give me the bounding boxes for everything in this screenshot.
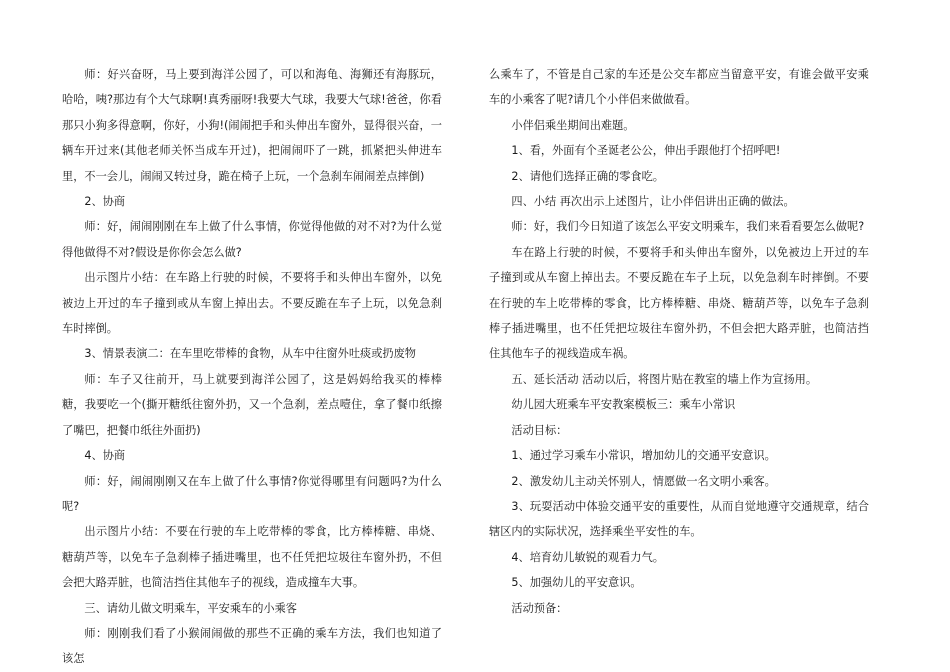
paragraph: 小伴侣乘坐期间出难题。 — [511, 118, 635, 132]
list-item: 3、玩耍活动中体验交通平安的重要性，从而自觉地遵守交通规章，结合辖区内的实际状况，选择乘坐平安性的车。 — [489, 499, 869, 539]
paragraph: 师：好，我们今日知道了该怎么平安文明乘车，我们来看看要怎么做呢? — [511, 220, 865, 234]
paragraph: 师：好兴奋呀，马上要到海洋公园了，可以和海龟、海狮还有海豚玩，哈哈，咦?那边有个大气球啊!真秀丽呀!我要大气球，我要大气球!爸爸，你看那只小狗多得意啊，你好，小狗!(闹闹把手和头伸出车窗外，显得很兴奋，一辆车开过来(其他老师关怀当成车开过)，把闹闹吓了一跳，抓紧把头伸进车里，不一会儿，闹闹又转过身，跪在椅子上玩，一个急刹车闹闹差点摔倒) — [62, 68, 442, 183]
section-heading: 4、协商 — [84, 449, 126, 463]
section-heading: 活动目标： — [511, 423, 568, 437]
list-item: 4、培育幼儿敏锐的观看力气。 — [511, 550, 664, 564]
paragraph: 出示图片小结：不要在行驶的车上吃带棒的零食，比方棒棒糖、串烧、糖葫芦等，以免车子急刹棒子插进嘴里，也不任凭把垃圾往车窗外扔，不但会把大路弄脏，也简洁挡住其他车子的视线，造成撞车大事。 — [62, 525, 442, 590]
right-column — [489, 62, 869, 621]
paragraph: 车在路上行驶的时候，不要将手和头伸出车窗外，以免被边上开过的车子撞到或从车窗上掉出去。不要反跪在车子上玩，以免急刹车时摔倒。不要在行驶的车上吃带棒的零食，比方棒棒糖、串烧、糖葫芦等，以免车子急刹棒子插进嘴里，也不任凭把垃圾往车窗外扔，不但会把大路弄脏，也简洁挡住其他车子的视线造成车祸。 — [489, 245, 869, 361]
left-column — [62, 62, 442, 672]
continued-paragraph: 么乘车了，不管是自己家的车还是公交车都应当留意平安，有谁会做平安乘车的小乘客了呢?请几个小伴侣来做做看。 — [489, 68, 869, 107]
section-heading: 2、协商 — [84, 195, 126, 209]
paragraph: 师：车子又往前开，马上就要到海洋公园了，这是妈妈给我买的棒棒糖，我要吃一个(撕开糖纸往窗外扔，又一个急刹，差点噎住，拿了餐巾纸擦了嘴巴，把餐巾纸往外面扔) — [62, 372, 442, 437]
section-heading: 活动预备： — [511, 601, 568, 615]
list-item: 2、请他们选择正确的零食吃。 — [511, 169, 664, 183]
section-heading: 三、请幼儿做文明乘车，平安乘车的小乘客 — [84, 601, 297, 615]
paragraph: 师：好，闹闹刚刚在车上做了什么事情，你觉得他做的对不对?为什么觉得他做得不对?假设是你你会怎么做? — [62, 220, 442, 259]
section-heading: 四、小结 再次出示上述图片，让小伴侣讲出正确的做法。 — [511, 195, 795, 209]
section-heading: 3、情景表演二：在车里吃带棒的食物，从车中往窗外吐痰或扔废物 — [84, 347, 416, 361]
paragraph: 师：好，闹闹刚刚又在车上做了什么事情?你觉得哪里有问题吗?为什么呢? — [62, 474, 442, 513]
paragraph: 师：刚刚我们看了小猴闹闹做的那些不正确的乘车方法，我们也知道了该怎 — [62, 626, 442, 666]
section-heading: 五、延长活动 活动以后，将图片贴在教室的墙上作为宣扬用。 — [511, 372, 818, 386]
list-item: 5、加强幼儿的平安意识。 — [511, 576, 642, 590]
list-item: 2、激发幼儿主动关怀别人，情愿做一名文明小乘客。 — [511, 474, 776, 488]
list-item: 1、通过学习乘车小常识，增加幼儿的交通平安意识。 — [511, 449, 776, 463]
list-item: 1、看，外面有个圣诞老公公，伸出手跟他打个招呼吧! — [511, 144, 781, 158]
section-heading: 幼儿园大班乘车平安教案模板三：乘车小常识 — [511, 398, 736, 412]
paragraph: 出示图片小结：在车路上行驶的时候，不要将手和头伸出车窗外，以免被边上开过的车子撞到或从车窗上掉出去。不要反跪在车子上玩，以免急刹车时摔倒。 — [62, 271, 442, 336]
